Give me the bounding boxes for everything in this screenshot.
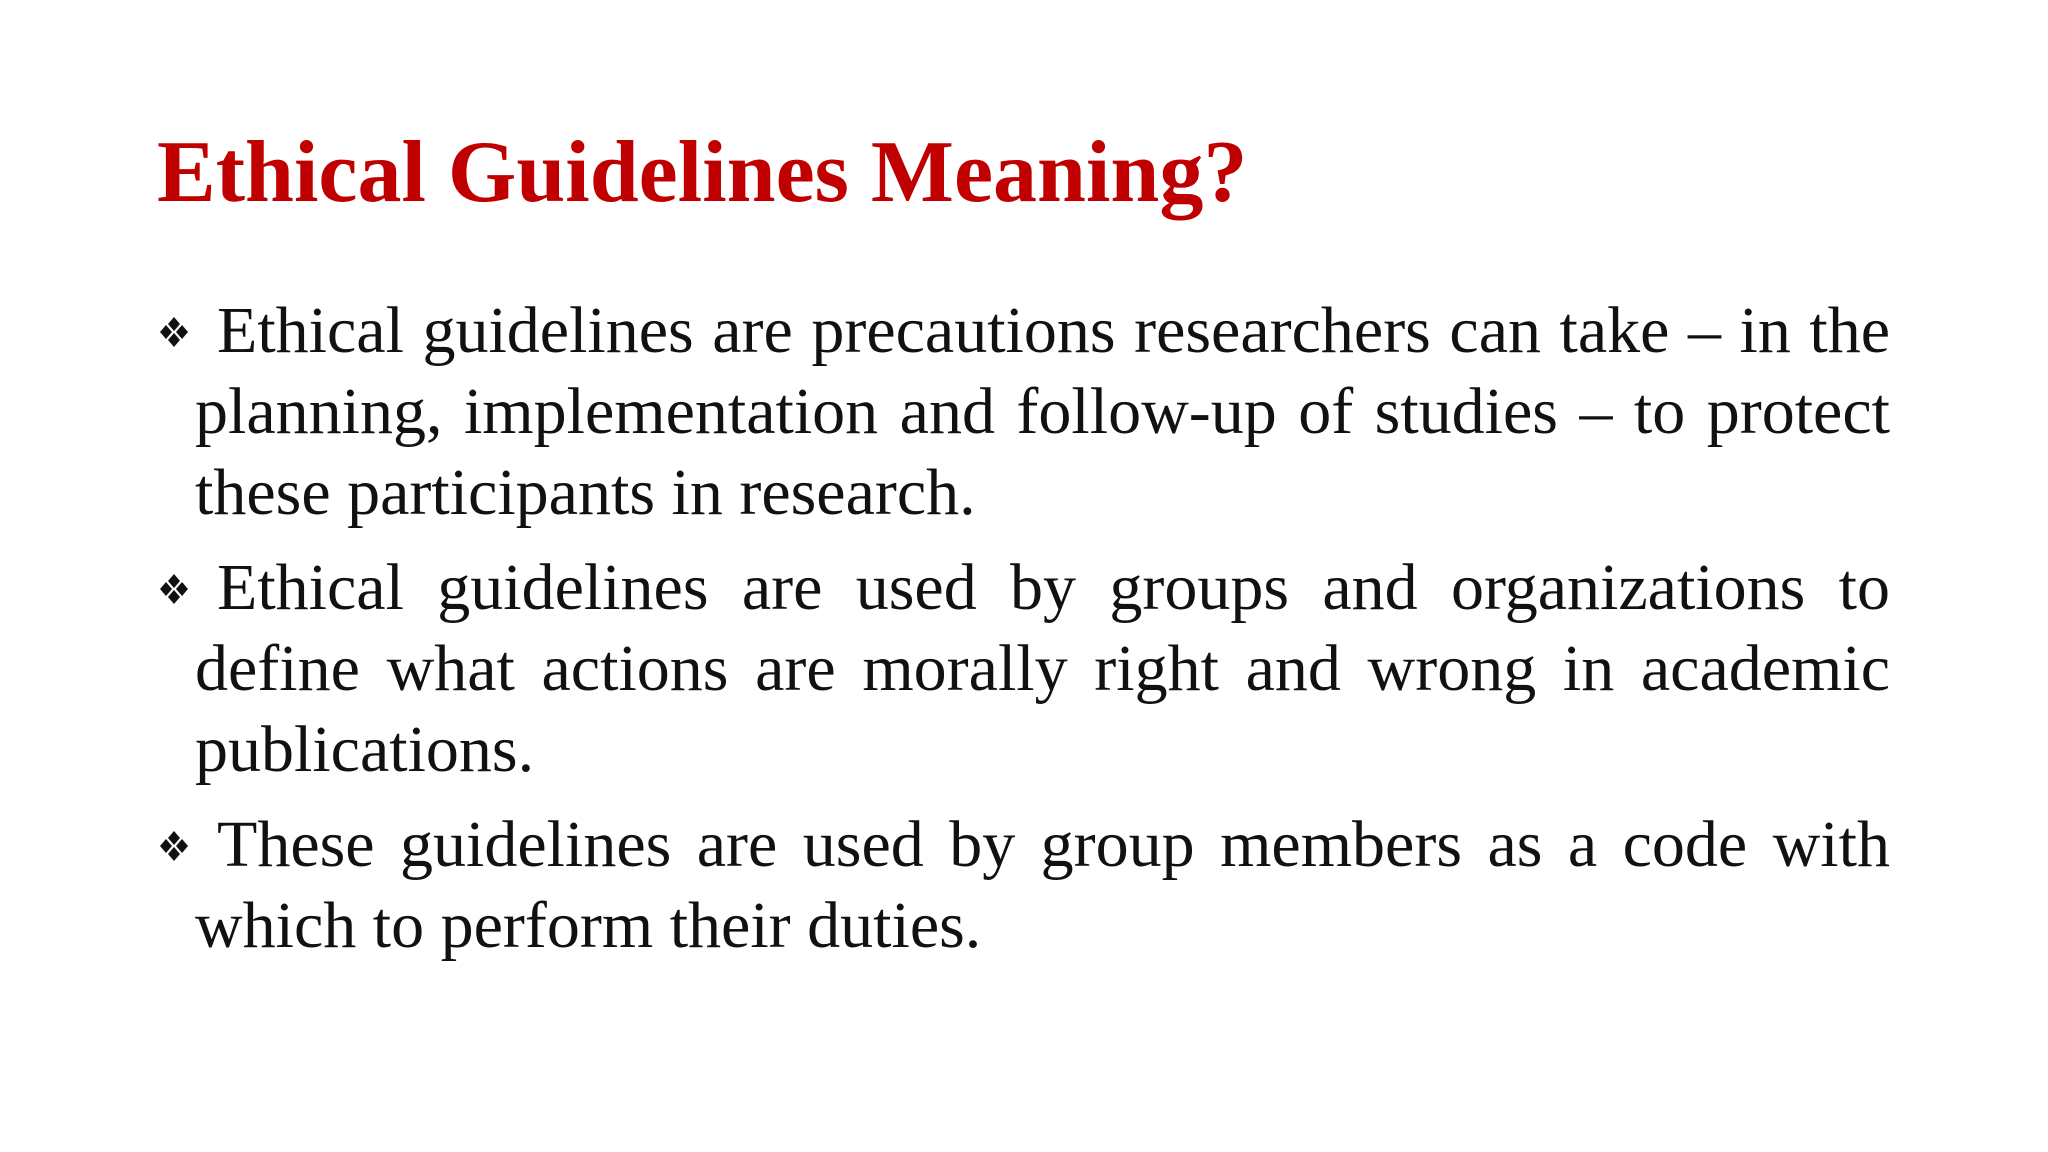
bullet-text: Ethical guidelines are precautions researchers can take – in the planning, implementation and follow-up of studies – to protect these participants in research. — [195, 294, 1890, 529]
bullet-item — [157, 290, 1890, 533]
bullet-text: These guidelines are used by group members as a code with which to perform their duties. — [195, 808, 1890, 962]
bullet-text: Ethical guidelines are used by groups and organizations to define what actions are morally right and wrong in academic publications. — [195, 551, 1890, 786]
diamond-cluster-icon — [157, 573, 217, 605]
bullet-item — [157, 804, 1890, 966]
diamond-cluster-icon — [157, 316, 217, 348]
bullet-item — [157, 547, 1890, 790]
diamond-cluster-icon — [157, 830, 217, 862]
slide-title: Ethical Guidelines Meaning? — [157, 124, 1248, 221]
bullet-list — [157, 290, 1890, 980]
